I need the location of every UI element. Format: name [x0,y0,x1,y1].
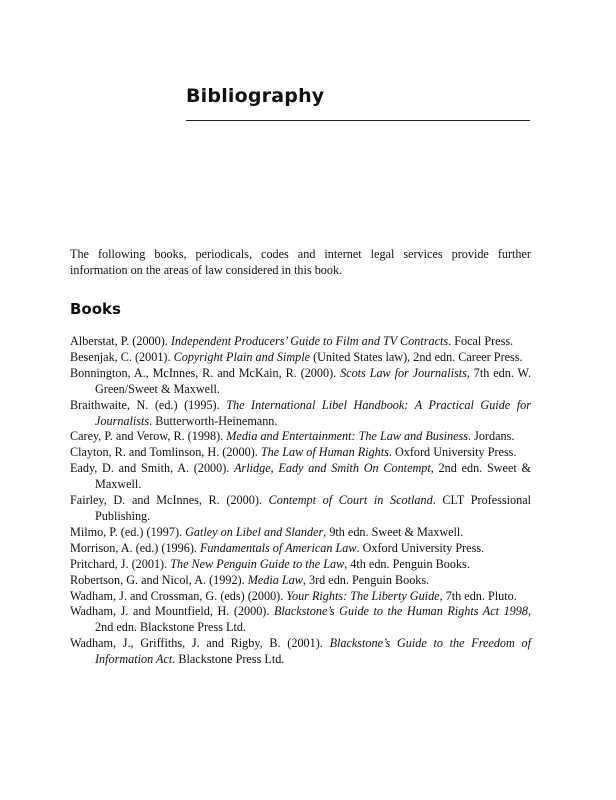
entry-authors: Wadham, J. and Mountfield, H. (2000). [70,604,274,619]
entry-publisher: . Oxford University Press. [388,445,517,460]
entry-authors: Robertson, G. and Nicol, A. (1992). [70,572,248,587]
entry-publisher: , 7th edn. W. Green/Sweet & Maxwell. [95,365,531,396]
entry-title: Media and Entertainment: The Law and Business [226,429,468,444]
bibliography-entry [70,589,531,605]
bibliography-entry [70,493,531,525]
bibliography-entry [70,334,531,350]
entry-publisher: , 7th edn. Pluto. [439,588,517,603]
entry-publisher: , 3rd edn. Penguin Books. [302,572,430,587]
entry-authors: Braithwaite, N. (ed.) (1995). [70,397,227,412]
entry-title: Your Rights: The Liberty Guide [286,588,440,603]
entry-publisher: . Oxford University Press. [356,540,485,555]
entry-authors: Eady, D. and Smith, A. (2000). [70,461,235,476]
entry-title: The International Libel Handbook: A Practical Guide for Journalists [95,397,531,428]
entry-authors: Fairley, D. and McInnes, R. (2000). [70,493,269,508]
bibliography-entry [70,461,531,493]
bibliography-entry [70,366,531,398]
entry-title: The Law of Human Rights [260,445,389,460]
entry-authors: Alberstat, P. (2000). [70,334,171,348]
entry-publisher: , 4th edn. Penguin Books. [344,556,470,571]
entry-title: Scots Law for Journalists [340,365,467,380]
section-heading-books: Books [70,300,121,318]
bibliography-entry [70,557,531,573]
bibliography-entry [70,604,531,636]
entry-title: The New Penguin Guide to the Law [170,556,345,571]
entry-authors: Besenjak, C. (2001). [70,349,174,364]
entry-authors: Clayton, R. and Tomlinson, H. (2000). [70,445,261,460]
entry-publisher: , 2nd edn. Sweet & Maxwell. [95,461,531,492]
bibliography-entry [70,398,531,430]
entry-authors: Carey, P. and Verow, R. (1998). [70,429,227,444]
entry-authors: Wadham, J., Griffiths, J. and Rigby, B. (2001). [70,636,330,651]
bibliography-entry [70,350,531,366]
intro-paragraph: The following books, periodicals, codes and internet legal services provide further information on the areas of law considered in this book. [70,247,531,277]
entry-title: Media Law [247,572,303,587]
entry-authors: Wadham, J. and Crossman, G. (eds) (2000). [70,588,287,603]
entry-publisher: (United States law), 2nd edn. Career Press. [310,349,523,364]
entry-publisher: . Jordans. [467,429,515,444]
entry-title: Blackstone’s Guide to the Human Rights Act 1998 [273,604,528,619]
bibliography-list [70,334,531,668]
entry-authors: Morrison, A. (ed.) (1996). [70,540,200,555]
entry-publisher: , 2nd edn. Blackstone Press Ltd. [95,604,532,635]
bibliography-entry [70,429,531,445]
bibliography-entry [70,541,531,557]
entry-publisher: . Butterworth-Heinemann. [149,413,278,428]
entry-publisher: . Focal Press. [448,334,514,348]
chapter-title: Bibliography [186,85,325,107]
entry-title: Independent Producers’ Guide to Film and TV Contracts [170,334,449,348]
entry-publisher: . CLT Professional Publishing. [95,493,531,523]
bibliography-entry [70,445,531,461]
entry-authors: Milmo, P. (ed.) (1997). [70,524,186,539]
entry-title: Gatley on Libel and Slander [185,524,324,539]
bibliography-entry [70,573,531,589]
entry-authors: Bonnington, A., McInnes, R. and McKain, R. (2000). [70,365,341,380]
entry-publisher: , 9th edn. Sweet & Maxwell. [323,524,464,539]
entry-title: Copyright Plain and Simple [173,349,311,364]
entry-title: Fundamentals of American Law [199,540,357,555]
entry-publisher: . Blackstone Press Ltd. [172,652,285,667]
entry-title: Blackstone’s Guide to the Freedom of Information Act [95,636,531,667]
entry-title: Arlidge, Eady and Smith On Contempt [234,461,431,476]
entry-authors: Pritchard, J. (2001). [70,556,171,571]
entry-title: Contempt of Court in Scotland [268,493,433,508]
title-divider [186,120,530,121]
bibliography-entry [70,636,531,668]
bibliography-entry [70,525,531,541]
